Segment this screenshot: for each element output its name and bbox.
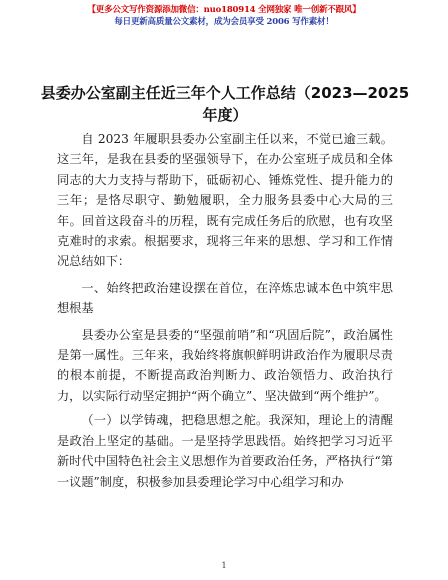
promo-banner-line-2: 每日更新高质量公文素材，成为会员享受 2006 写作素材！ <box>114 17 334 27</box>
promo-banner-line-1: 【更多公文写作资源添加微信：nuo180914 全网独家 唯一创新不跟风】 <box>87 5 361 15</box>
page-number: 1 <box>221 561 227 570</box>
document-body <box>57 129 393 492</box>
intro-paragraph: 自 2023 年履职县委办公室副主任以来，不觉已逾三载。这三年，是我在县委的坚强领导下，在办公室班子成员和全体同志的大力支持与帮助下，砥砺初心、锤炼党性、提升能力的三年；是恪尽职守、勤勉履职，全力服务县委中心大局的三年。回首这段奋斗的历程，既有完成任务后的欣慰，也有攻坚克难时的求索。根据要求，现将三年来的思想、学习和工作情况总结如下： <box>57 132 393 269</box>
body-paragraph: 县委办公室是县委的“坚强前哨”和“巩固后院”，政治属性是第一属性。三年来，我始终将旗帜鲜明讲政治作为履职尽责的根本前提，不断提高政治判断力、政治领悟力、政治执行力，以实际行动坚定拥护“两个确立”、坚决做到“两个维护”。 <box>57 327 393 403</box>
section-heading-1: 一、始终把政治建设摆在首位，在淬炼忠诚本色中筑牢思想根基 <box>57 280 393 316</box>
document-title: 县委办公室副主任近三年个人工作总结（2023—2025 年度） <box>40 84 410 124</box>
subsection-paragraph: （一）以学铸魂，把稳思想之舵。我深知，理论上的清醒是政治上坚定的基础。一是坚持学思践悟。始终把学习习近平新时代中国特色社会主义思想作为首要政治任务，严格执行“第一议题”制度，积极参加县委理论学习中心组学习和办 <box>57 413 393 489</box>
promo-banner <box>0 4 448 28</box>
